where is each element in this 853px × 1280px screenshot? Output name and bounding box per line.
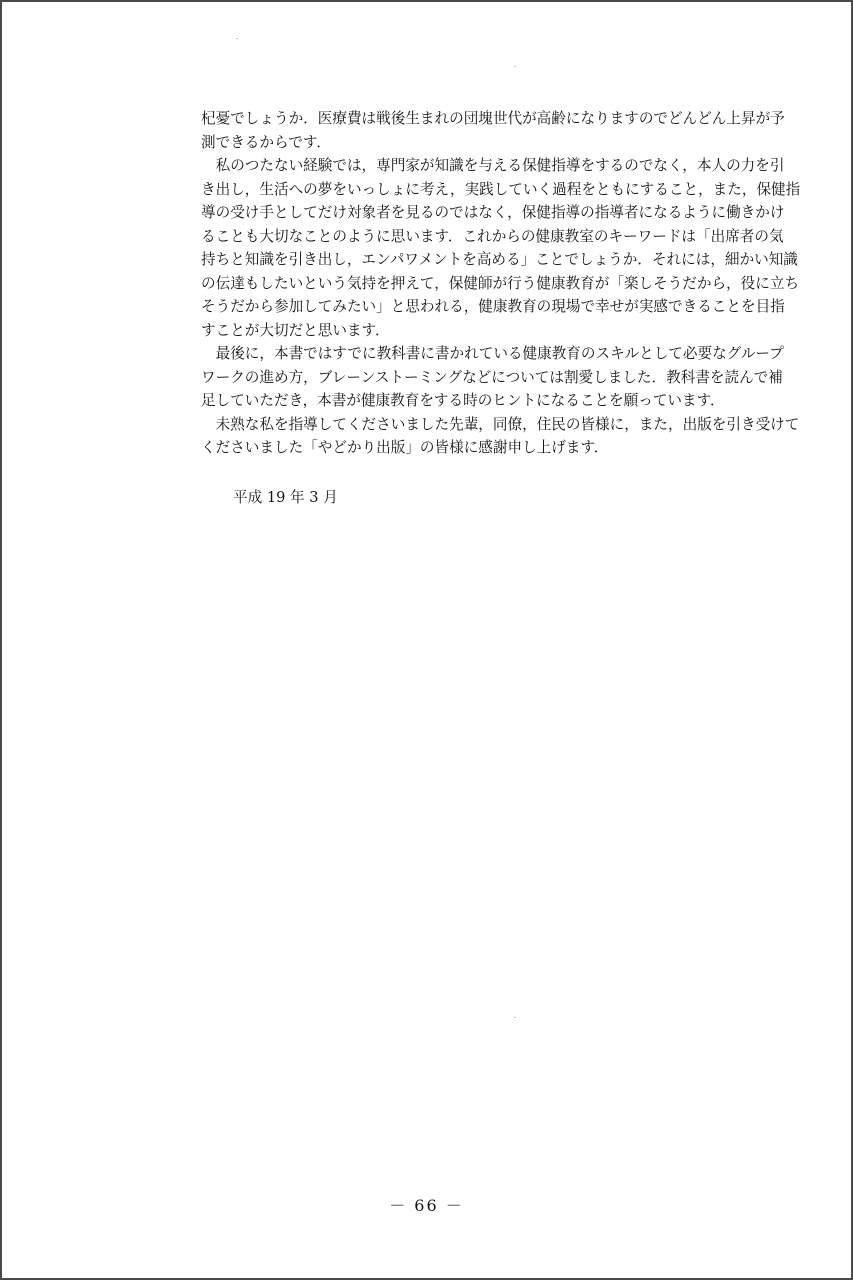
text-line: 測できるからです． — [201, 133, 332, 151]
text-line: そうだから参加してみたい」と思われる，健康教育の現場で幸せが実感できることを目指 — [201, 298, 785, 315]
scan-speck — [514, 66, 516, 67]
text-line: の伝達もしたいという気持を押えて，保健師が行う健康教育が「楽しそうだから，役に立ち — [201, 274, 800, 292]
text-line: き出し，生活への夢をいっしょに考え，実践していく過程をともにすること，また，保健指 — [201, 180, 801, 198]
text-line: 足していただき，本書が健康教育をする時のヒントになることを願っています． — [201, 392, 725, 409]
date-line: 平成 19 年 3 月 — [233, 489, 338, 506]
scan-speck — [236, 38, 238, 39]
scan-speck — [514, 1017, 516, 1018]
body-text — [201, 107, 823, 460]
text-line: 持ちと知識を引き出し，エンパワメントを高める」ことでしょうか．それには，細かい知識 — [201, 251, 798, 268]
text-line: 杞憂でしょうか．医療費は戦後生まれの団塊世代が高齢になりますのでどんどん上昇が予 — [201, 110, 785, 127]
text-line: 未熟な私を指導してくださいました先輩，同僚，住民の皆様に，また，出版を引き受けて — [201, 415, 800, 433]
text-line: 最後に，本書ではすでに教科書に書かれている健康教育のスキルとして必要なグループ — [201, 345, 784, 362]
text-line: すことが大切だと思います． — [201, 321, 390, 339]
text-line: 導の受け手としてだけ対象者を見るのではなく，保健指導の指導者になるように働きかけ — [201, 204, 785, 221]
page-number: － 66 － — [389, 1196, 464, 1215]
text-line: 私のつたない経験では，専門家が知識を与える保健指導をするのでなく，本人の力を引 — [201, 157, 785, 174]
text-line: ワークの進め方，ブレーンストーミングなどについては割愛しました．教科書を読んで補 — [201, 368, 783, 386]
text-line: くださいました「やどかり出版」の皆様に感謝申し上げます． — [201, 439, 609, 456]
text-line: ることも大切なことのように思います．これからの健康教室のキーワードは「出席者の気 — [201, 227, 784, 245]
